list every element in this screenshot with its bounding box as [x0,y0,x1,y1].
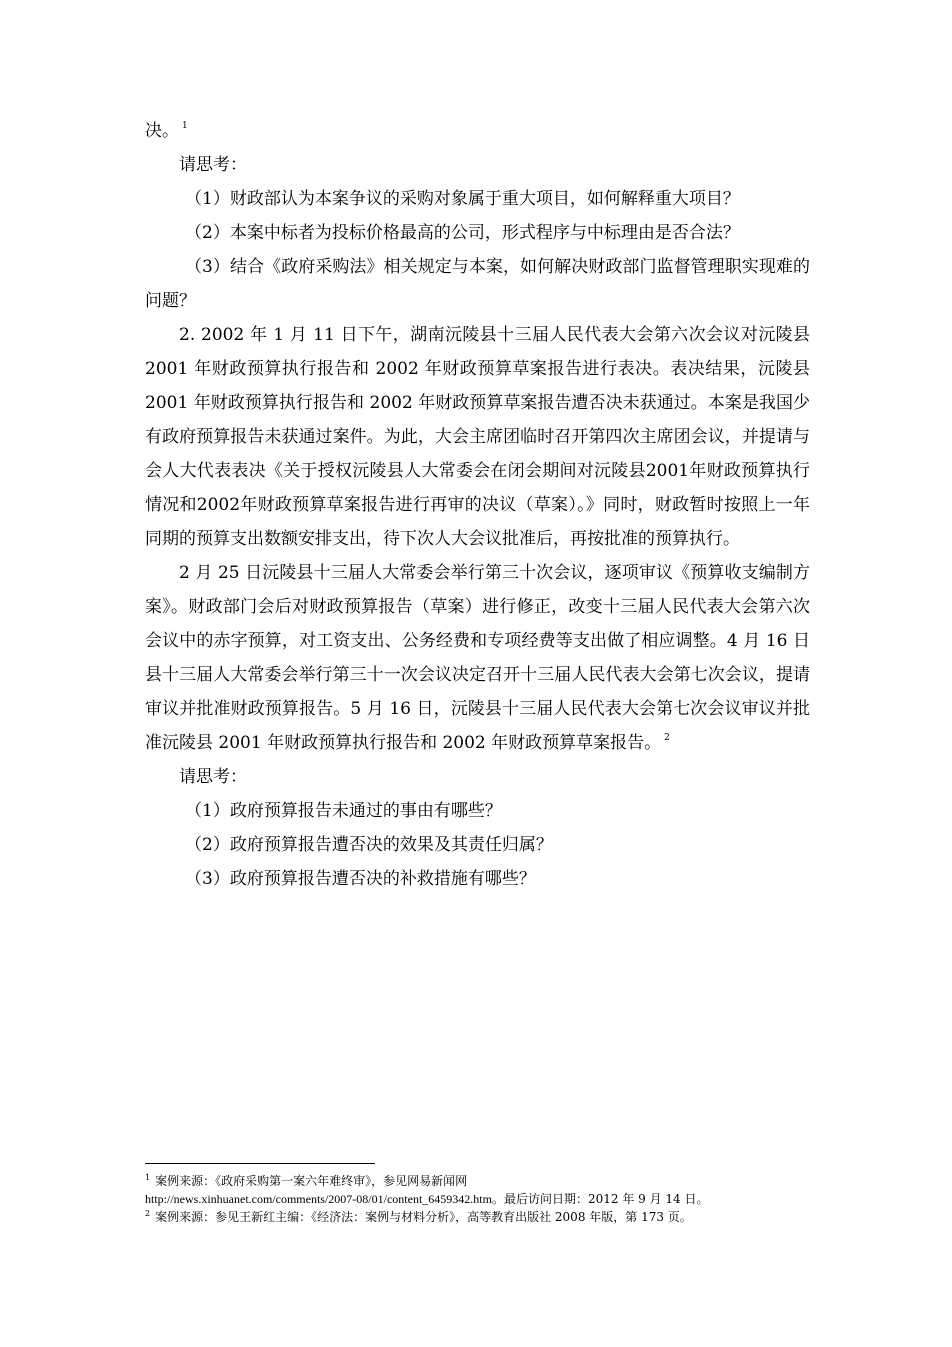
case-2-paragraph-2 [145,556,810,760]
footnote-divider [145,1163,375,1164]
think-heading-1: 请思考： [179,155,247,175]
footnote-2-text: 案例来源：参见王新红主编：《经济法：案例与材料分析》，高等教育出版社 2008 年版，第 173 页。 [155,1210,692,1224]
question-2-1: （1）政府预算报告未通过的事由有哪些？ [185,801,502,821]
case-2-paragraph-1: 2. 2002 年 1 月 11 日下午，湖南沅陵县十三届人民代表大会第六次会议对沅陵县 2001 年财政预算执行报告和 2002 年财政预算草案报告进行表决。表决结果，沅陵县 2001 年财政预算执行报告和 2002 年财政预算草案报告遭否决未获通过。本案是我国少有政府预算报告未获通过案件。为此，大会主席团临时召开第四次主席团会议，并提请与会人大代表表决《关于授权沅陵县人大常委会在闭会期间对沅陵县2001年财政预算执行情况和2002年财政预算草案报告进行再审的决议（草案）。》同时，财政暂时按照上一年同期的预算支出数额安排支出，待下次人大会议批准后，再按批准的预算执行。 [145,325,810,549]
footnotes [145,1172,825,1226]
main-body-text [145,114,810,896]
question-1-3: （3）结合《政府采购法》相关规定与本案，如何解决财政部门监督管理职实现难的问题？ [145,257,810,311]
case-2-paragraph-2-text: 2 月 25 日沅陵县十三届人大常委会举行第三十次会议，逐项审议《预算收支编制方案》。财政部门会后对财政预算报告（草案）进行修正，改变十三届人民代表大会第六次会议中的赤字预算，对工资支出、公务经费和专项经费等支出做了相应调整。4 月 16 日县十三届人大常委会举行第三十一次会议决定召开十三届人民代表大会第七次会议，提请审议并批准财政预算报告。5 月 16 日，沅陵县十三届人民代表大会第七次会议审议并批准沅陵县 2001 年财政预算执行报告和 2002 年财政预算草案报告。 [145,563,810,753]
footnote-1 [145,1172,825,1190]
question-2-2: （2）政府预算报告遭否决的效果及其责任归属？ [185,835,553,855]
think-heading-2: 请思考： [179,767,247,787]
footnote-2 [145,1208,825,1226]
question-1-1: （1）财政部认为本案争议的采购对象属于重大项目，如何解释重大项目？ [185,189,740,209]
footnote-ref-2[interactable]: 2 [664,733,670,743]
footnote-1-mark: 1 [145,1173,151,1182]
continuation-text: 决。 [145,121,179,141]
footnote-1-access-date: 。最后访问日期：2012 年 9 月 14 日。 [491,1192,709,1206]
footnote-1-url[interactable]: http://news.xinhuanet.com/comments/2007-08/01/content_6459342.htm [145,1192,492,1206]
question-2-3: （3）政府预算报告遭否决的补救措施有哪些？ [185,869,536,889]
footnote-1-text: 案例来源：《政府采购第一案六年难终审》，参见网易新闻网 [155,1174,468,1188]
footnote-2-mark: 2 [145,1209,151,1218]
question-1-2: （2）本案中标者为投标价格最高的公司，形式程序与中标理由是否合法？ [185,223,740,243]
footnote-ref-1[interactable]: 1 [182,121,188,131]
footnote-1-url-line [145,1190,825,1208]
continuation-line [145,114,810,148]
